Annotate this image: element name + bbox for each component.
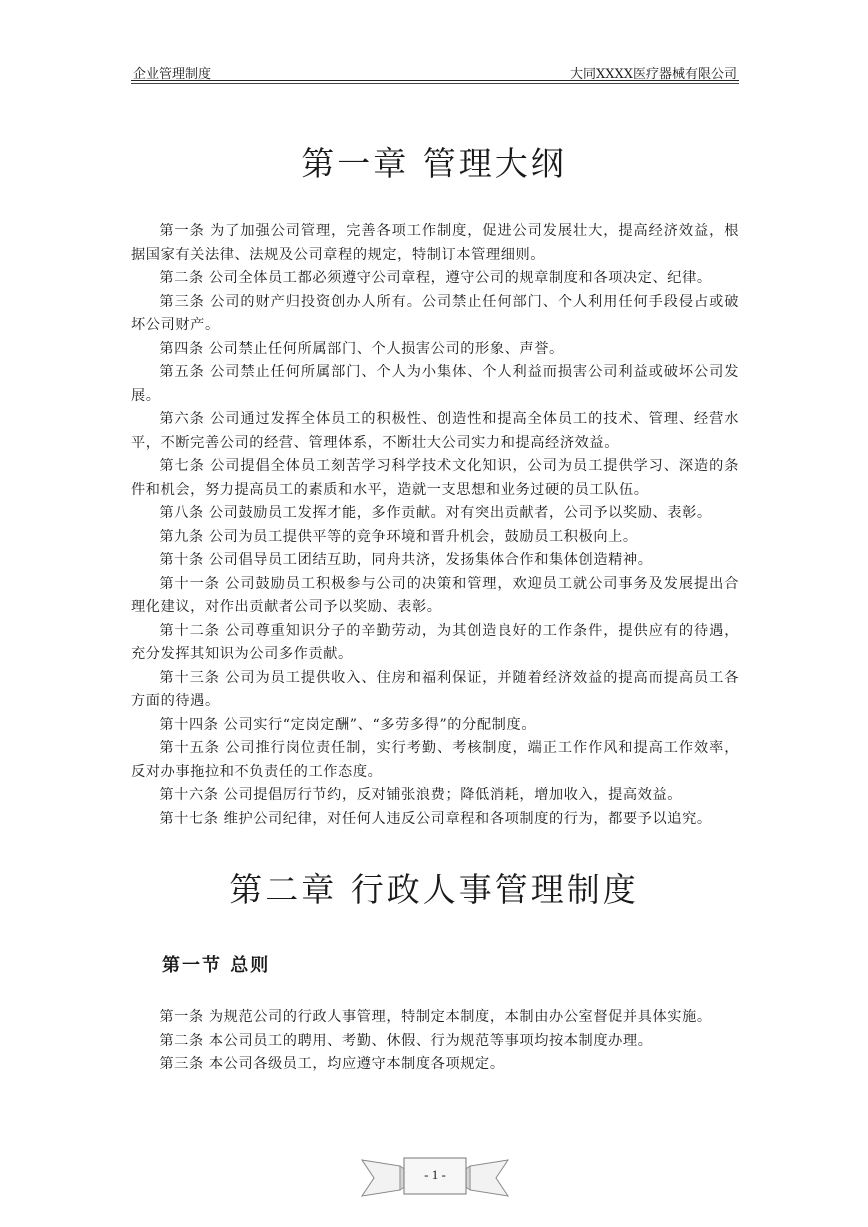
- chapter2-title: 第二章 行政人事管理制度: [229, 870, 639, 909]
- article: 第十五条 公司推行岗位责任制，实行考勤、考核制度，端正工作作风和提高工作效率，反对办事拖拉和不负责任的工作态度。: [131, 740, 739, 780]
- article: 第五条 公司禁止任何所属部门、个人为小集体、个人利益而损害公司利益或破坏公司发展。: [131, 364, 739, 404]
- article: 第三条 公司的财产归投资创办人所有。公司禁止任何部门、个人利用任何手段侵占或破坏公司财产。: [131, 293, 739, 333]
- page-number: - 1 -: [424, 1167, 446, 1182]
- article: 第四条 公司禁止任何所属部门、个人损害公司的形象、声誉。: [159, 340, 564, 357]
- article: 第十二条 公司尊重知识分子的辛勤劳动，为其创造良好的工作条件，提供应有的待遇，充分发挥其知识为公司多作贡献。: [131, 622, 739, 662]
- header-rule: [131, 80, 739, 81]
- header-left-text: 企业管理制度: [133, 67, 212, 82]
- article: 第八条 公司鼓励员工发挥才能，多作贡献。对有突出贡献者，公司予以奖励、表彰。: [159, 505, 712, 521]
- header-rule-thin: [131, 83, 739, 84]
- article: 第七条 公司提倡全体员工刻苦学习科学技术文化知识，公司为员工提供学习、深造的条件和机会，努力提高员工的素质和水平，造就一支思想和业务过硬的员工队伍。: [131, 458, 739, 498]
- article: 第二条 本公司员工的聘用、考勤、休假、行为规范等事项均按本制度办理。: [159, 1032, 653, 1049]
- article: 第十七条 维护公司纪律，对任何人违反公司章程和各项制度的行为，都要予以追究。: [159, 810, 712, 827]
- chapter1-articles: [131, 220, 739, 831]
- chapter1-title: 第一章 管理大纲: [301, 144, 567, 183]
- article: 第一条 为了加强公司管理，完善各项工作制度，促进公司发展壮大，提高经济效益，根据国家有关法律、法规及公司章程的规定，特制订本管理细则。: [131, 223, 739, 263]
- article: 第十四条 公司实行“定岗定酬”、“多劳多得”的分配制度。: [159, 716, 537, 733]
- article: 第十条 公司倡导员工团结互助，同舟共济，发扬集体合作和集体创造精神。: [159, 552, 653, 568]
- article: 第二条 公司全体员工都必须遵守公司章程，遵守公司的规章制度和各项决定、纪律。: [159, 270, 712, 286]
- page-header: [131, 60, 739, 82]
- article: 第六条 公司通过发挥全体员工的积极性、创造性和提高全体员工的技术、管理、经营水平，不断完善公司的经营、管理体系，不断壮大公司实力和提高经济效益。: [131, 411, 739, 451]
- article: 第十三条 公司为员工提供收入、住房和福利保证，并随着经济效益的提高而提高员工各方面的待遇。: [131, 669, 739, 709]
- article: 第九条 公司为员工提供平等的竞争环境和晋升机会，鼓励员工积极向上。: [159, 528, 638, 545]
- article: 第一条 为规范公司的行政人事管理，特制定本制度，本制由办公室督促并具体实施。: [159, 1009, 712, 1025]
- article: 第十六条 公司提倡厉行节约，反对铺张浪费；降低消耗，增加收入，提高效益。: [159, 787, 683, 803]
- section1-articles: [131, 1006, 739, 1077]
- header-company-name: 大同XXXX医疗器械有限公司: [569, 67, 737, 82]
- page-footer: [360, 1152, 510, 1202]
- article: 第三条 本公司各级员工，均应遵守本制度各项规定。: [159, 1056, 505, 1072]
- section-title: 第一节 总则: [162, 955, 271, 976]
- article: 第十一条 公司鼓励员工积极参与公司的决策和管理，欢迎员工就公司事务及发展提出合理化建议，对作出贡献者公司予以奖励、表彰。: [131, 575, 739, 615]
